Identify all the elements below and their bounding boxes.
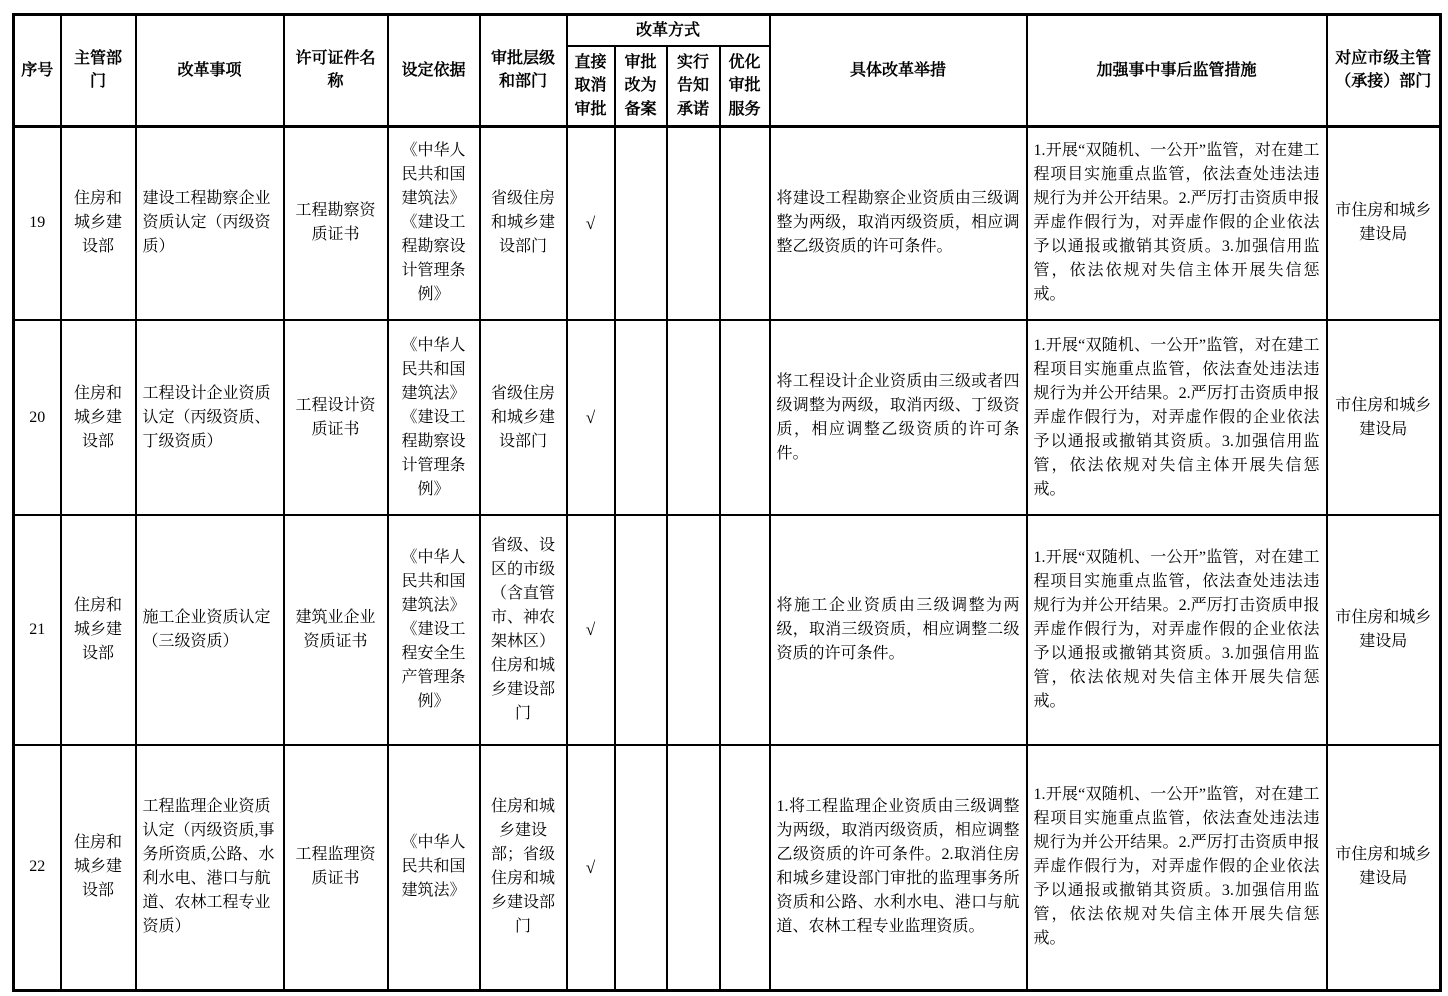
cell-dept: 住房和城乡建设部 <box>61 515 136 745</box>
cell-measures: 将建设工程勘察企业资质由三级调整为两级，取消丙级资质，相应调整乙级资质的许可条件。 <box>770 126 1027 320</box>
header-reform-mode-group: 改革方式 <box>567 15 770 47</box>
header-mode-commitment: 实行告知承诺 <box>667 46 720 126</box>
reform-items-table <box>12 13 1442 992</box>
cell-serial: 21 <box>14 515 61 745</box>
cell-license: 工程勘察资质证书 <box>284 126 388 320</box>
cell-mode-commitment <box>667 745 720 990</box>
header-license: 许可证件名称 <box>284 15 388 127</box>
table-row <box>14 745 1441 990</box>
cell-measures: 1.将工程监理企业资质由三级调整为两级，取消丙级资质，相应调整乙级资质的许可条件。2.取消住房和城乡建设部门审批的监理事务所资质和公路、水利水电、港口与航道、农林工程专业监理资质。 <box>770 745 1027 990</box>
cell-mode-commitment <box>667 320 720 515</box>
cell-license: 建筑业企业资质证书 <box>284 515 388 745</box>
cell-measures: 将工程设计企业资质由三级或者四级调整为两级，取消丙级、丁级资质，相应调整乙级资质的许可条件。 <box>770 320 1027 515</box>
table-row <box>14 126 1441 320</box>
table-row <box>14 320 1441 515</box>
header-supervision: 加强事中事后监管措施 <box>1027 15 1327 127</box>
cell-supervision: 1.开展“双随机、一公开”监管，对在建工程项目实施重点监管，依法查处违法违规行为并公开结果。2.严厉打击资质申报弄虚作假行为，对弄虚作假的企业依法予以通报或撤销其资质。3.加强信用监管，依法依规对失信主体开展失信惩戒。 <box>1027 515 1327 745</box>
cell-approval-level: 住房和城乡建设部；省级住房和城乡建设部门 <box>480 745 567 990</box>
header-item: 改革事项 <box>136 15 284 127</box>
header-dept: 主管部门 <box>61 15 136 127</box>
header-city-dept: 对应市级主管（承接）部门 <box>1327 15 1441 127</box>
header-measures: 具体改革举措 <box>770 15 1027 127</box>
cell-mode-cancel-checkmark: √ <box>567 126 615 320</box>
table-row <box>14 515 1441 745</box>
cell-city-dept: 市住房和城乡建设局 <box>1327 515 1441 745</box>
cell-basis: 《中华人民共和国建筑法》 <box>388 745 480 990</box>
cell-mode-commitment <box>667 126 720 320</box>
cell-item: 建设工程勘察企业资质认定（丙级资质） <box>136 126 284 320</box>
cell-mode-filing <box>615 515 667 745</box>
header-serial: 序号 <box>14 15 61 127</box>
header-basis: 设定依据 <box>388 15 480 127</box>
cell-mode-cancel-checkmark: √ <box>567 320 615 515</box>
cell-mode-optimize <box>720 126 770 320</box>
cell-dept: 住房和城乡建设部 <box>61 320 136 515</box>
cell-approval-level: 省级、设区的市级（含直管市、神农架林区）住房和城乡建设部门 <box>480 515 567 745</box>
cell-serial: 20 <box>14 320 61 515</box>
cell-approval-level: 省级住房和城乡建设部门 <box>480 126 567 320</box>
cell-city-dept: 市住房和城乡建设局 <box>1327 745 1441 990</box>
cell-license: 工程设计资质证书 <box>284 320 388 515</box>
cell-serial: 22 <box>14 745 61 990</box>
cell-basis: 《中华人民共和国建筑法》《建设工程安全生产管理条例》 <box>388 515 480 745</box>
cell-mode-filing <box>615 126 667 320</box>
cell-mode-optimize <box>720 745 770 990</box>
header-approval-level: 审批层级和部门 <box>480 15 567 127</box>
cell-mode-cancel-checkmark: √ <box>567 515 615 745</box>
cell-mode-optimize <box>720 515 770 745</box>
cell-mode-cancel-checkmark: √ <box>567 745 615 990</box>
cell-measures: 将施工企业资质由三级调整为两级，取消三级资质，相应调整二级资质的许可条件。 <box>770 515 1027 745</box>
header-mode-optimize: 优化审批服务 <box>720 46 770 126</box>
table-header <box>14 15 1441 127</box>
cell-mode-optimize <box>720 320 770 515</box>
cell-dept: 住房和城乡建设部 <box>61 745 136 990</box>
cell-item: 施工企业资质认定（三级资质） <box>136 515 284 745</box>
cell-item: 工程监理企业资质认定（丙级资质,事务所资质,公路、水利水电、港口与航道、农林工程专业资质） <box>136 745 284 990</box>
cell-mode-filing <box>615 320 667 515</box>
cell-dept: 住房和城乡建设部 <box>61 126 136 320</box>
header-mode-filing: 审批改为备案 <box>615 46 667 126</box>
cell-supervision: 1.开展“双随机、一公开”监管，对在建工程项目实施重点监管，依法查处违法违规行为并公开结果。2.严厉打击资质申报弄虚作假行为，对弄虚作假的企业依法予以通报或撤销其资质。3.加强信用监管，依法依规对失信主体开展失信惩戒。 <box>1027 320 1327 515</box>
cell-city-dept: 市住房和城乡建设局 <box>1327 126 1441 320</box>
header-mode-cancel: 直接取消审批 <box>567 46 615 126</box>
cell-city-dept: 市住房和城乡建设局 <box>1327 320 1441 515</box>
cell-basis: 《中华人民共和国建筑法》《建设工程勘察设计管理条例》 <box>388 320 480 515</box>
cell-license: 工程监理资质证书 <box>284 745 388 990</box>
cell-item: 工程设计企业资质认定（丙级资质、丁级资质） <box>136 320 284 515</box>
cell-basis: 《中华人民共和国建筑法》《建设工程勘察设计管理条例》 <box>388 126 480 320</box>
cell-mode-filing <box>615 745 667 990</box>
cell-mode-commitment <box>667 515 720 745</box>
cell-approval-level: 省级住房和城乡建设部门 <box>480 320 567 515</box>
cell-supervision: 1.开展“双随机、一公开”监管，对在建工程项目实施重点监管，依法查处违法违规行为并公开结果。2.严厉打击资质申报弄虚作假行为，对弄虚作假的企业依法予以通报或撤销其资质。3.加强信用监管，依法依规对失信主体开展失信惩戒。 <box>1027 126 1327 320</box>
cell-supervision: 1.开展“双随机、一公开”监管，对在建工程项目实施重点监管，依法查处违法违规行为并公开结果。2.严厉打击资质申报弄虚作假行为，对弄虚作假的企业依法予以通报或撤销其资质。3.加强信用监管，依法依规对失信主体开展失信惩戒。 <box>1027 745 1327 990</box>
cell-serial: 19 <box>14 126 61 320</box>
